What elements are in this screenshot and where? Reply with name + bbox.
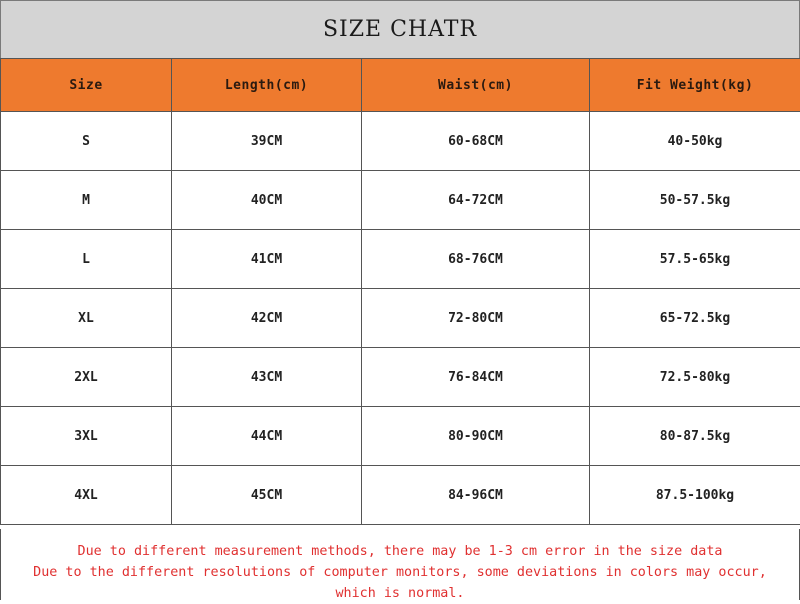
table-row [1, 230, 800, 289]
size-cell: S [1, 112, 172, 171]
size-cell: 3XL [1, 407, 172, 466]
header-fit-weight: Fit Weight(kg) [590, 59, 800, 112]
fit-weight-cell: 65-72.5kg [590, 289, 800, 348]
table-row [1, 171, 800, 230]
page-title: SIZE CHATR [323, 17, 477, 42]
length-cell: 41CM [172, 230, 362, 289]
disclaimer-measurement: Due to different measurement methods, there may be 1-3 cm error in the size data [1, 541, 799, 562]
disclaimer-color: Due to the different resolutions of computer monitors, some deviations in colors may occur, [1, 562, 799, 583]
size-table [0, 58, 800, 525]
length-cell: 39CM [172, 112, 362, 171]
table-row [1, 289, 800, 348]
table-row [1, 112, 800, 171]
fit-weight-cell: 50-57.5kg [590, 171, 800, 230]
waist-cell: 72-80CM [362, 289, 590, 348]
length-cell: 40CM [172, 171, 362, 230]
length-cell: 42CM [172, 289, 362, 348]
waist-cell: 80-90CM [362, 407, 590, 466]
waist-cell: 60-68CM [362, 112, 590, 171]
waist-cell: 68-76CM [362, 230, 590, 289]
header-waist: Waist(cm) [362, 59, 590, 112]
fit-weight-cell: 72.5-80kg [590, 348, 800, 407]
table-row [1, 407, 800, 466]
length-cell: 45CM [172, 466, 362, 525]
table-header-row [1, 59, 800, 112]
table-row [1, 348, 800, 407]
length-cell: 44CM [172, 407, 362, 466]
size-cell: L [1, 230, 172, 289]
length-cell: 43CM [172, 348, 362, 407]
fit-weight-cell: 87.5-100kg [590, 466, 800, 525]
header-size: Size [1, 59, 172, 112]
fit-weight-cell: 40-50kg [590, 112, 800, 171]
disclaimer-normal: which is normal. [1, 583, 799, 604]
size-cell: XL [1, 289, 172, 348]
table-row [1, 466, 800, 525]
fit-weight-cell: 57.5-65kg [590, 230, 800, 289]
size-cell: M [1, 171, 172, 230]
size-cell: 4XL [1, 466, 172, 525]
waist-cell: 64-72CM [362, 171, 590, 230]
title-bar [0, 0, 800, 59]
fit-weight-cell: 80-87.5kg [590, 407, 800, 466]
waist-cell: 76-84CM [362, 348, 590, 407]
disclaimer-box [0, 529, 800, 600]
waist-cell: 84-96CM [362, 466, 590, 525]
size-cell: 2XL [1, 348, 172, 407]
header-length: Length(cm) [172, 59, 362, 112]
